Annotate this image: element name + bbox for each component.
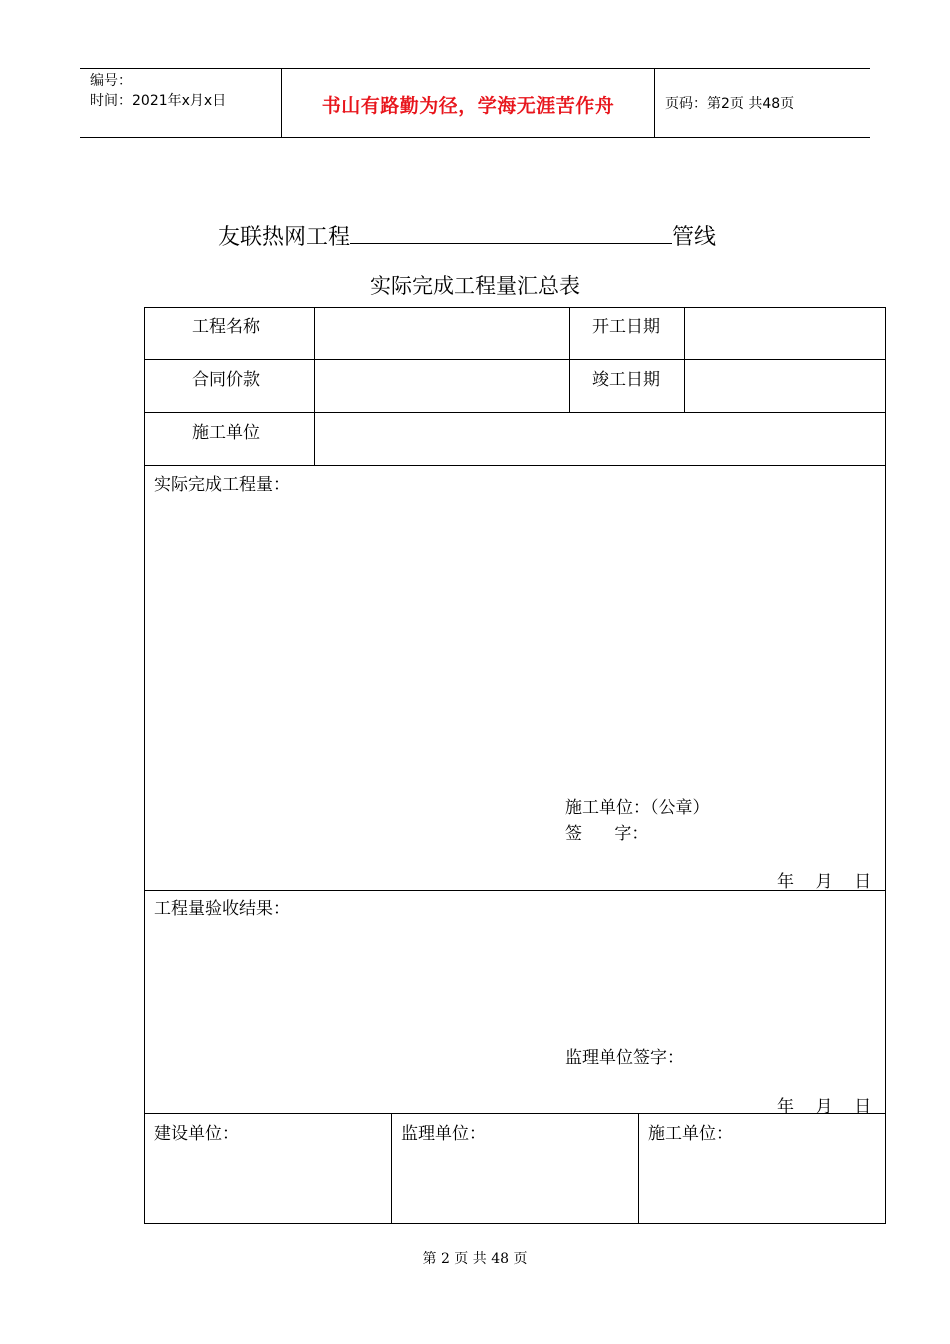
row-divider xyxy=(145,359,885,360)
header-meta xyxy=(90,71,226,111)
actual-quantity-label: 实际完成工程量： xyxy=(154,475,290,495)
contractor-label: 施工单位 xyxy=(192,423,260,443)
completion-date-label: 竣工日期 xyxy=(592,370,660,390)
signature-label: 签 字： xyxy=(565,824,649,844)
supervisor-sign-label: 监理单位签字： xyxy=(565,1048,684,1068)
column-divider xyxy=(638,1113,639,1223)
row-divider xyxy=(145,412,885,413)
date-line: 时间：2021年x月x日 xyxy=(90,93,227,109)
supervisor-unit-label: 监理单位： xyxy=(401,1124,486,1144)
row-divider xyxy=(145,890,885,891)
column-divider xyxy=(314,308,315,465)
column-divider xyxy=(684,308,685,412)
summary-form-table xyxy=(144,307,886,1224)
document-subtitle: 实际完成工程量汇总表 xyxy=(370,274,580,298)
contract-price-label: 合同价款 xyxy=(192,370,260,390)
column-divider xyxy=(391,1113,392,1223)
contractor-seal-label: 施工单位：（公章） xyxy=(565,798,710,818)
date-ymd-2: 年 月 日 xyxy=(777,1097,872,1117)
title-suffix: 管线 xyxy=(672,225,717,250)
header-divider-right xyxy=(654,69,655,137)
owner-unit-label: 建设单位： xyxy=(154,1124,239,1144)
page-footer: 第 2 页 共 48 页 xyxy=(422,1251,528,1267)
column-divider xyxy=(569,308,570,412)
document-title xyxy=(218,220,716,251)
serial-number-label: 编号： xyxy=(90,73,132,89)
title-blank-line xyxy=(350,223,672,244)
row-divider xyxy=(145,1113,885,1114)
title-prefix: 友联热网工程 xyxy=(218,225,351,250)
header-page-info: 页码：第2页 共48页 xyxy=(665,96,795,112)
page-header xyxy=(80,68,870,138)
contractor-unit-label: 施工单位： xyxy=(648,1124,733,1144)
project-name-label: 工程名称 xyxy=(192,317,260,337)
date-ymd-1: 年 月 日 xyxy=(777,872,872,892)
header-motto: 书山有路勤为径，学海无涯苦作舟 xyxy=(321,95,615,117)
acceptance-result-label: 工程量验收结果： xyxy=(154,899,290,919)
header-divider-left xyxy=(281,69,282,137)
start-date-label: 开工日期 xyxy=(592,317,660,337)
row-divider xyxy=(145,465,885,466)
